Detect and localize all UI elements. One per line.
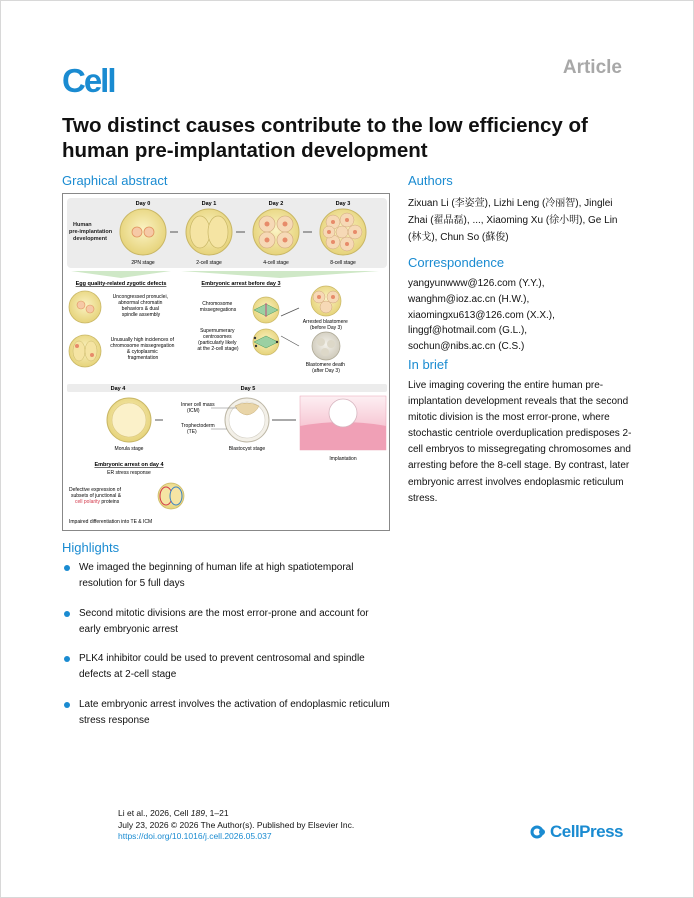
arrow-to-arrested [281,308,299,316]
arrest-before-bracket [181,271,379,278]
email-3[interactable]: xiaomingxu613@126.com (X.X.), [408,309,555,321]
arrested-label: Arrested blastomere (before Day 3) [302,319,348,331]
day2-label: Day 2 [268,201,284,207]
email-1[interactable]: yangyunwww@126.com (Y.Y.), [408,278,545,289]
highlight-text: We imaged the beginning of human life at high spatiotemporal resolution for 5 full days [79,562,354,589]
email-4[interactable]: linggf@hotmail.com (G.L.), [408,325,528,337]
citation-block [118,808,354,843]
highlight-item [62,606,392,638]
implantation-image [300,396,386,450]
cellpress-text: CellPress [550,822,623,841]
in-brief-text: Live imaging covering the entire human pre-implantation development reveals that the second mitotic division is the most error-prone, where stochastic centriole overduplication predisposes 2-cell embryos to missegregating chromosomes and arresting before the 8-cell stage. By contrast, later embryonic arrest involves endoplasmic reticulum stress. [408,380,632,504]
cell-logo: Cell [62,62,115,99]
bullet-icon [64,702,70,708]
impaired-label: Impaired differentiation into TE & ICM [69,519,153,525]
bullet-icon [64,611,70,617]
arrest-before-title: Embryonic arrest before day 3 [201,281,281,287]
morula-label: Morula stage [114,446,144,452]
stage-8cell-label: 8-cell stage [330,260,356,266]
highlights-heading: Highlights [62,540,120,555]
implantation-label: Implantation [329,456,357,462]
egg-defect-2-text: Unusually high incidences of chromosome missegregation & cytoplasmic fragmentation [110,337,175,361]
day1-label: Day 1 [201,201,217,207]
egg-defects-bracket [71,271,171,278]
junction-cells-image [158,483,184,509]
email-2[interactable]: wanghm@ioz.ac.cn (H.W.), [408,293,530,305]
dev-label-l1: Human [73,222,92,228]
cellpress-logo [530,822,623,842]
article-type-label: Article [562,57,622,78]
chromosome-label: Chromosome missegregations [199,301,237,313]
day5-label: Day 5 [240,386,256,392]
highlight-text: Late embryonic arrest involves the activation of endoplasmic reticulum stress response [79,698,390,726]
graphical-abstract [62,193,390,531]
centrosome-label: Supernumerary centrosomes (particularly likely at the 2-cell stage) [197,328,239,352]
day0-label: Day 0 [135,201,151,207]
stage-2pn-label: 2PN stage [131,260,155,266]
doi-link[interactable]: https://doi.org/10.1016/j.cell.2026.05.037 [118,831,272,841]
correspondence-heading: Correspondence [408,255,505,270]
zygote-2pn-image [120,209,166,255]
highlight-item [62,560,392,592]
cellpress-icon [530,823,548,841]
graphical-abstract-heading: Graphical abstract [62,173,168,188]
correspondence-list [408,276,633,355]
embryo-8cell-image [320,209,366,255]
egg-defect-1-text: Uncongressed pronuclei, abnormal chromatin behaviors & dual spindle assembly [112,294,168,318]
er-stress-label: ER stress response [107,470,151,476]
morula-image [107,398,151,442]
arrested-blastomere-image [311,286,341,316]
defect-zygote-2-image [69,335,101,367]
highlights-list [62,560,392,742]
highlight-item [62,651,392,683]
stage-4cell-label: 4-cell stage [263,260,289,266]
highlight-text: PLK4 inhibitor could be used to prevent centrosomal and spindle defects at 2-cell stage [79,653,365,680]
authors-list: Zixuan Li (李姿萱), Lizhi Leng (冷丽智), Jinglei Zhai (翟晶磊), ..., Xiaoming Xu (徐小明), Ge Lin (林戈), Chun So (蘇俊) [408,198,618,243]
defective-text: Defective expression of subsets of junctional & cell polarity proteins [69,487,122,505]
dev-label-l3: development [73,236,107,242]
stage-2cell-label: 2-cell stage [196,260,222,266]
centrosome-cell-image [253,329,279,355]
email-5[interactable]: sochun@nibs.ac.cn (C.S.) [408,341,525,353]
bullet-icon [64,565,70,571]
arrest-day4-title: Embryonic arrest on day 4 [94,462,164,468]
missegregation-cell-image [253,297,279,323]
highlight-text: Second mitotic divisions are the most error-prone and account for early embryonic arrest [79,607,369,635]
te-label: Trophectoderm (TE) [181,423,215,435]
blastocyst-label: Blastocyst stage [228,446,266,452]
day3-label: Day 3 [335,201,351,207]
in-brief-heading: In brief [408,357,448,372]
blastomere-death-image [312,332,340,360]
embryo-2cell-image [186,209,232,255]
day4-label: Day 4 [110,386,126,392]
defect-zygote-1-image [69,291,101,323]
embryo-4cell-image [253,209,299,255]
death-label: Blastomere death (after Day 3) [305,362,345,374]
citation-line-2: July 23, 2026 © 2026 The Author(s). Published by Elsevier Inc. [118,819,355,830]
egg-defects-title: Egg quality-related zygotic defects [75,281,167,287]
highlight-item [62,697,392,729]
arrow-to-death [281,336,299,346]
icm-label: Inner cell mass (ICM) [181,402,215,414]
authors-heading: Authors [408,173,453,188]
dev-label-l2: pre-implantation [69,229,113,235]
bullet-icon [64,656,70,662]
article-title: Two distinct causes contribute to the low efficiency of human pre-implantation development [62,114,588,162]
citation-line-1: Li et al., 2026, Cell 189, 1–21 [118,808,229,818]
blastocyst-image [225,398,269,442]
